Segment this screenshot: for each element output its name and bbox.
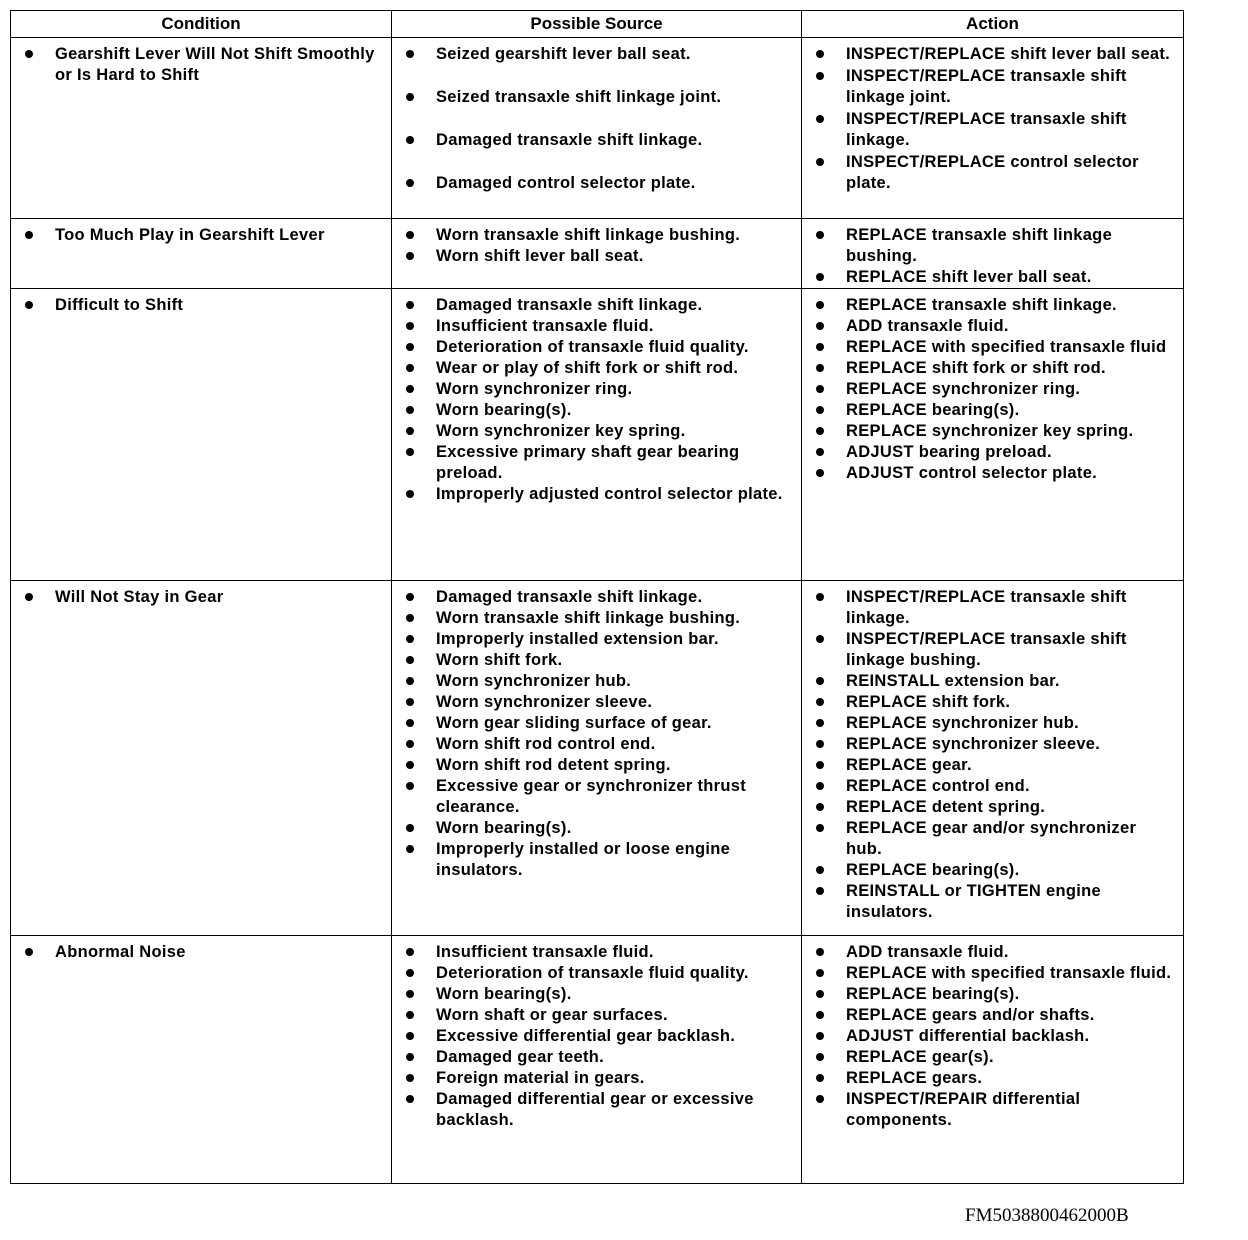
table-row bbox=[11, 581, 1184, 936]
source-cell bbox=[392, 219, 802, 289]
action-item: INSPECT/REPAIR differential components. bbox=[814, 1089, 1175, 1131]
action-item: REPLACE gear and/or synchronizer hub. bbox=[814, 818, 1175, 860]
action-item: REPLACE gears and/or shafts. bbox=[814, 1005, 1175, 1026]
action-item: REPLACE synchronizer hub. bbox=[814, 713, 1175, 734]
condition-item: Gearshift Lever Will Not Shift Smoothly or Is Hard to Shift bbox=[23, 44, 383, 86]
action-item: REPLACE shift fork. bbox=[814, 692, 1175, 713]
source-item: Worn transaxle shift linkage bushing. bbox=[404, 608, 793, 629]
source-item: Worn synchronizer sleeve. bbox=[404, 692, 793, 713]
source-item: Worn shift lever ball seat. bbox=[404, 246, 793, 267]
action-item: REPLACE synchronizer sleeve. bbox=[814, 734, 1175, 755]
action-item: REPLACE synchronizer key spring. bbox=[814, 421, 1175, 442]
source-item: Worn synchronizer key spring. bbox=[404, 421, 793, 442]
source-item: Insufficient transaxle fluid. bbox=[404, 316, 793, 337]
source-item: Worn bearing(s). bbox=[404, 818, 793, 839]
source-item: Improperly adjusted control selector plate. bbox=[404, 484, 793, 505]
header-condition: Condition bbox=[11, 11, 392, 38]
figure-code: FM5038800462000B bbox=[965, 1205, 1129, 1226]
action-item: ADD transaxle fluid. bbox=[814, 316, 1175, 337]
action-item: REINSTALL or TIGHTEN engine insulators. bbox=[814, 881, 1175, 923]
source-item: Deterioration of transaxle fluid quality. bbox=[404, 963, 793, 984]
source-item: Worn shift rod control end. bbox=[404, 734, 793, 755]
header-action: Action bbox=[802, 11, 1184, 38]
source-item: Worn synchronizer hub. bbox=[404, 671, 793, 692]
action-item: ADD transaxle fluid. bbox=[814, 942, 1175, 963]
source-cell bbox=[392, 289, 802, 581]
source-item: Excessive differential gear backlash. bbox=[404, 1026, 793, 1047]
action-item: REPLACE transaxle shift linkage. bbox=[814, 295, 1175, 316]
action-item: REPLACE shift fork or shift rod. bbox=[814, 358, 1175, 379]
action-item: INSPECT/REPLACE transaxle shift linkage. bbox=[814, 587, 1175, 629]
source-cell bbox=[392, 581, 802, 936]
source-item: Worn bearing(s). bbox=[404, 400, 793, 421]
source-item: Damaged gear teeth. bbox=[404, 1047, 793, 1068]
condition-cell bbox=[11, 219, 392, 289]
source-item: Damaged transaxle shift linkage. bbox=[404, 130, 793, 151]
action-item: REINSTALL extension bar. bbox=[814, 671, 1175, 692]
action-cell bbox=[802, 38, 1184, 219]
source-item: Damaged control selector plate. bbox=[404, 173, 793, 194]
action-item: REPLACE bearing(s). bbox=[814, 984, 1175, 1005]
source-item: Worn transaxle shift linkage bushing. bbox=[404, 225, 793, 246]
action-item: REPLACE gears. bbox=[814, 1068, 1175, 1089]
condition-item: Too Much Play in Gearshift Lever bbox=[23, 225, 383, 246]
action-item: INSPECT/REPLACE transaxle shift linkage joint. bbox=[814, 66, 1175, 108]
action-item: INSPECT/REPLACE transaxle shift linkage bushing. bbox=[814, 629, 1175, 671]
action-item: REPLACE control end. bbox=[814, 776, 1175, 797]
action-item: ADJUST bearing preload. bbox=[814, 442, 1175, 463]
source-item: Excessive primary shaft gear bearing preload. bbox=[404, 442, 793, 484]
action-item: REPLACE with specified transaxle fluid. bbox=[814, 963, 1175, 984]
source-cell bbox=[392, 38, 802, 219]
condition-item: Abnormal Noise bbox=[23, 942, 383, 963]
source-item: Improperly installed extension bar. bbox=[404, 629, 793, 650]
source-cell bbox=[392, 936, 802, 1184]
table-row bbox=[11, 38, 1184, 219]
source-item: Seized transaxle shift linkage joint. bbox=[404, 87, 793, 108]
source-item: Worn synchronizer ring. bbox=[404, 379, 793, 400]
action-item: REPLACE bearing(s). bbox=[814, 400, 1175, 421]
diagnosis-table bbox=[10, 10, 1184, 1184]
source-item: Damaged transaxle shift linkage. bbox=[404, 295, 793, 316]
action-item: REPLACE gear. bbox=[814, 755, 1175, 776]
source-item: Worn shaft or gear surfaces. bbox=[404, 1005, 793, 1026]
condition-item: Difficult to Shift bbox=[23, 295, 383, 316]
action-cell bbox=[802, 936, 1184, 1184]
source-item: Worn bearing(s). bbox=[404, 984, 793, 1005]
action-cell bbox=[802, 219, 1184, 289]
source-item: Worn shift rod detent spring. bbox=[404, 755, 793, 776]
action-item: REPLACE synchronizer ring. bbox=[814, 379, 1175, 400]
header-source: Possible Source bbox=[392, 11, 802, 38]
action-item: REPLACE with specified transaxle fluid bbox=[814, 337, 1175, 358]
action-item: REPLACE transaxle shift linkage bushing. bbox=[814, 225, 1175, 267]
source-item: Worn shift fork. bbox=[404, 650, 793, 671]
source-item: Seized gearshift lever ball seat. bbox=[404, 44, 793, 65]
action-item: INSPECT/REPLACE transaxle shift linkage. bbox=[814, 109, 1175, 151]
source-item: Wear or play of shift fork or shift rod. bbox=[404, 358, 793, 379]
source-item: Deterioration of transaxle fluid quality. bbox=[404, 337, 793, 358]
source-item: Improperly installed or loose engine insulators. bbox=[404, 839, 793, 881]
source-item: Damaged transaxle shift linkage. bbox=[404, 587, 793, 608]
action-item: REPLACE bearing(s). bbox=[814, 860, 1175, 881]
action-item: ADJUST control selector plate. bbox=[814, 463, 1175, 484]
source-item: Insufficient transaxle fluid. bbox=[404, 942, 793, 963]
action-cell bbox=[802, 581, 1184, 936]
action-item: INSPECT/REPLACE shift lever ball seat. bbox=[814, 44, 1175, 65]
source-item: Excessive gear or synchronizer thrust clearance. bbox=[404, 776, 793, 818]
action-item: INSPECT/REPLACE control selector plate. bbox=[814, 152, 1175, 194]
condition-item: Will Not Stay in Gear bbox=[23, 587, 383, 608]
table-row bbox=[11, 289, 1184, 581]
condition-cell bbox=[11, 936, 392, 1184]
source-item: Worn gear sliding surface of gear. bbox=[404, 713, 793, 734]
action-cell bbox=[802, 289, 1184, 581]
source-item: Foreign material in gears. bbox=[404, 1068, 793, 1089]
condition-cell bbox=[11, 38, 392, 219]
table-row bbox=[11, 219, 1184, 289]
action-item: ADJUST differential backlash. bbox=[814, 1026, 1175, 1047]
action-item: REPLACE gear(s). bbox=[814, 1047, 1175, 1068]
table-row bbox=[11, 936, 1184, 1184]
action-item: REPLACE detent spring. bbox=[814, 797, 1175, 818]
source-item: Damaged differential gear or excessive backlash. bbox=[404, 1089, 793, 1131]
action-item: REPLACE shift lever ball seat. bbox=[814, 267, 1175, 288]
condition-cell bbox=[11, 581, 392, 936]
condition-cell bbox=[11, 289, 392, 581]
